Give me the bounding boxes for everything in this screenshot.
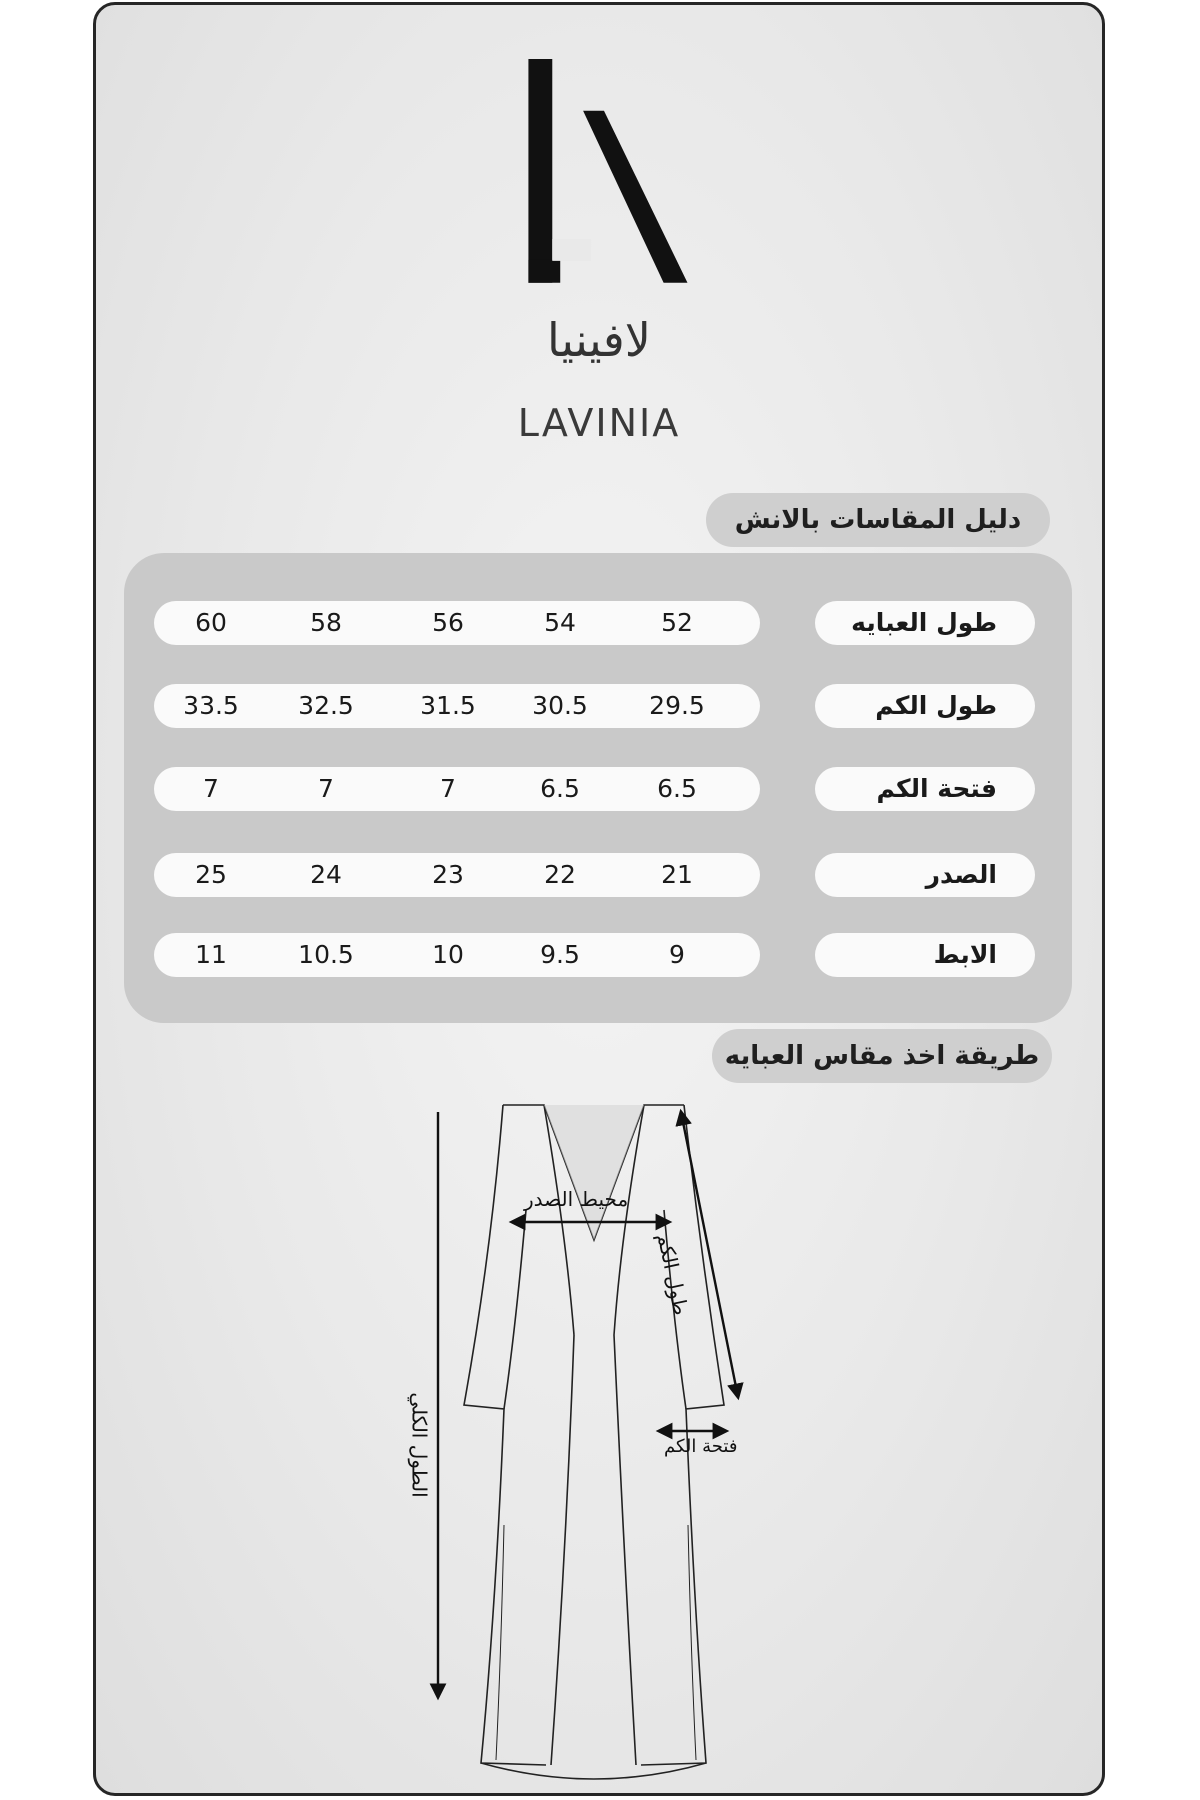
total-length-label: الطول الكلي — [407, 1392, 432, 1498]
measure-title: طريقة اخذ مقاس العبايه — [712, 1029, 1052, 1083]
row-label: الصدر — [815, 853, 1035, 897]
sleeve-opening-label: فتحة الكم — [664, 1436, 738, 1457]
sleeve-length-label: طول الكم — [652, 1231, 694, 1318]
value-cell: 7 — [440, 774, 456, 803]
value-cell: 54 — [544, 608, 576, 637]
value-cell: 7 — [203, 774, 219, 803]
value-cell: 10 — [432, 940, 464, 969]
value-cell: 32.5 — [298, 691, 354, 720]
size-guide-card — [93, 2, 1105, 1796]
value-cell: 10.5 — [298, 940, 354, 969]
value-cell: 24 — [310, 860, 342, 889]
brand-name-english: LAVINIA — [517, 401, 681, 445]
value-cell: 22 — [544, 860, 576, 889]
value-cell: 29.5 — [649, 691, 705, 720]
value-cell: 58 — [310, 608, 342, 637]
chest-label: محيط الصدر — [524, 1187, 629, 1211]
value-cell: 9.5 — [540, 940, 580, 969]
value-cell: 31.5 — [420, 691, 476, 720]
value-cell: 9 — [669, 940, 685, 969]
value-cell: 6.5 — [657, 774, 697, 803]
value-cell: 23 — [432, 860, 464, 889]
row-label: الابط — [815, 933, 1035, 977]
brand-name-arabic: لافينيا — [547, 313, 651, 367]
abaya-outline-icon — [96, 5, 1105, 1796]
value-cell: 11 — [195, 940, 227, 969]
value-cell: 56 — [432, 608, 464, 637]
row-label: طول العبايه — [815, 601, 1035, 645]
value-cell: 33.5 — [183, 691, 239, 720]
value-cell: 25 — [195, 860, 227, 889]
value-cell: 52 — [661, 608, 693, 637]
value-cell: 7 — [318, 774, 334, 803]
value-cell: 60 — [195, 608, 227, 637]
row-label: طول الكم — [815, 684, 1035, 728]
value-cell: 21 — [661, 860, 693, 889]
size-guide-title: دليل المقاسات بالانش — [706, 493, 1050, 547]
value-cell: 30.5 — [532, 691, 588, 720]
row-label: فتحة الكم — [815, 767, 1035, 811]
value-cell: 6.5 — [540, 774, 580, 803]
